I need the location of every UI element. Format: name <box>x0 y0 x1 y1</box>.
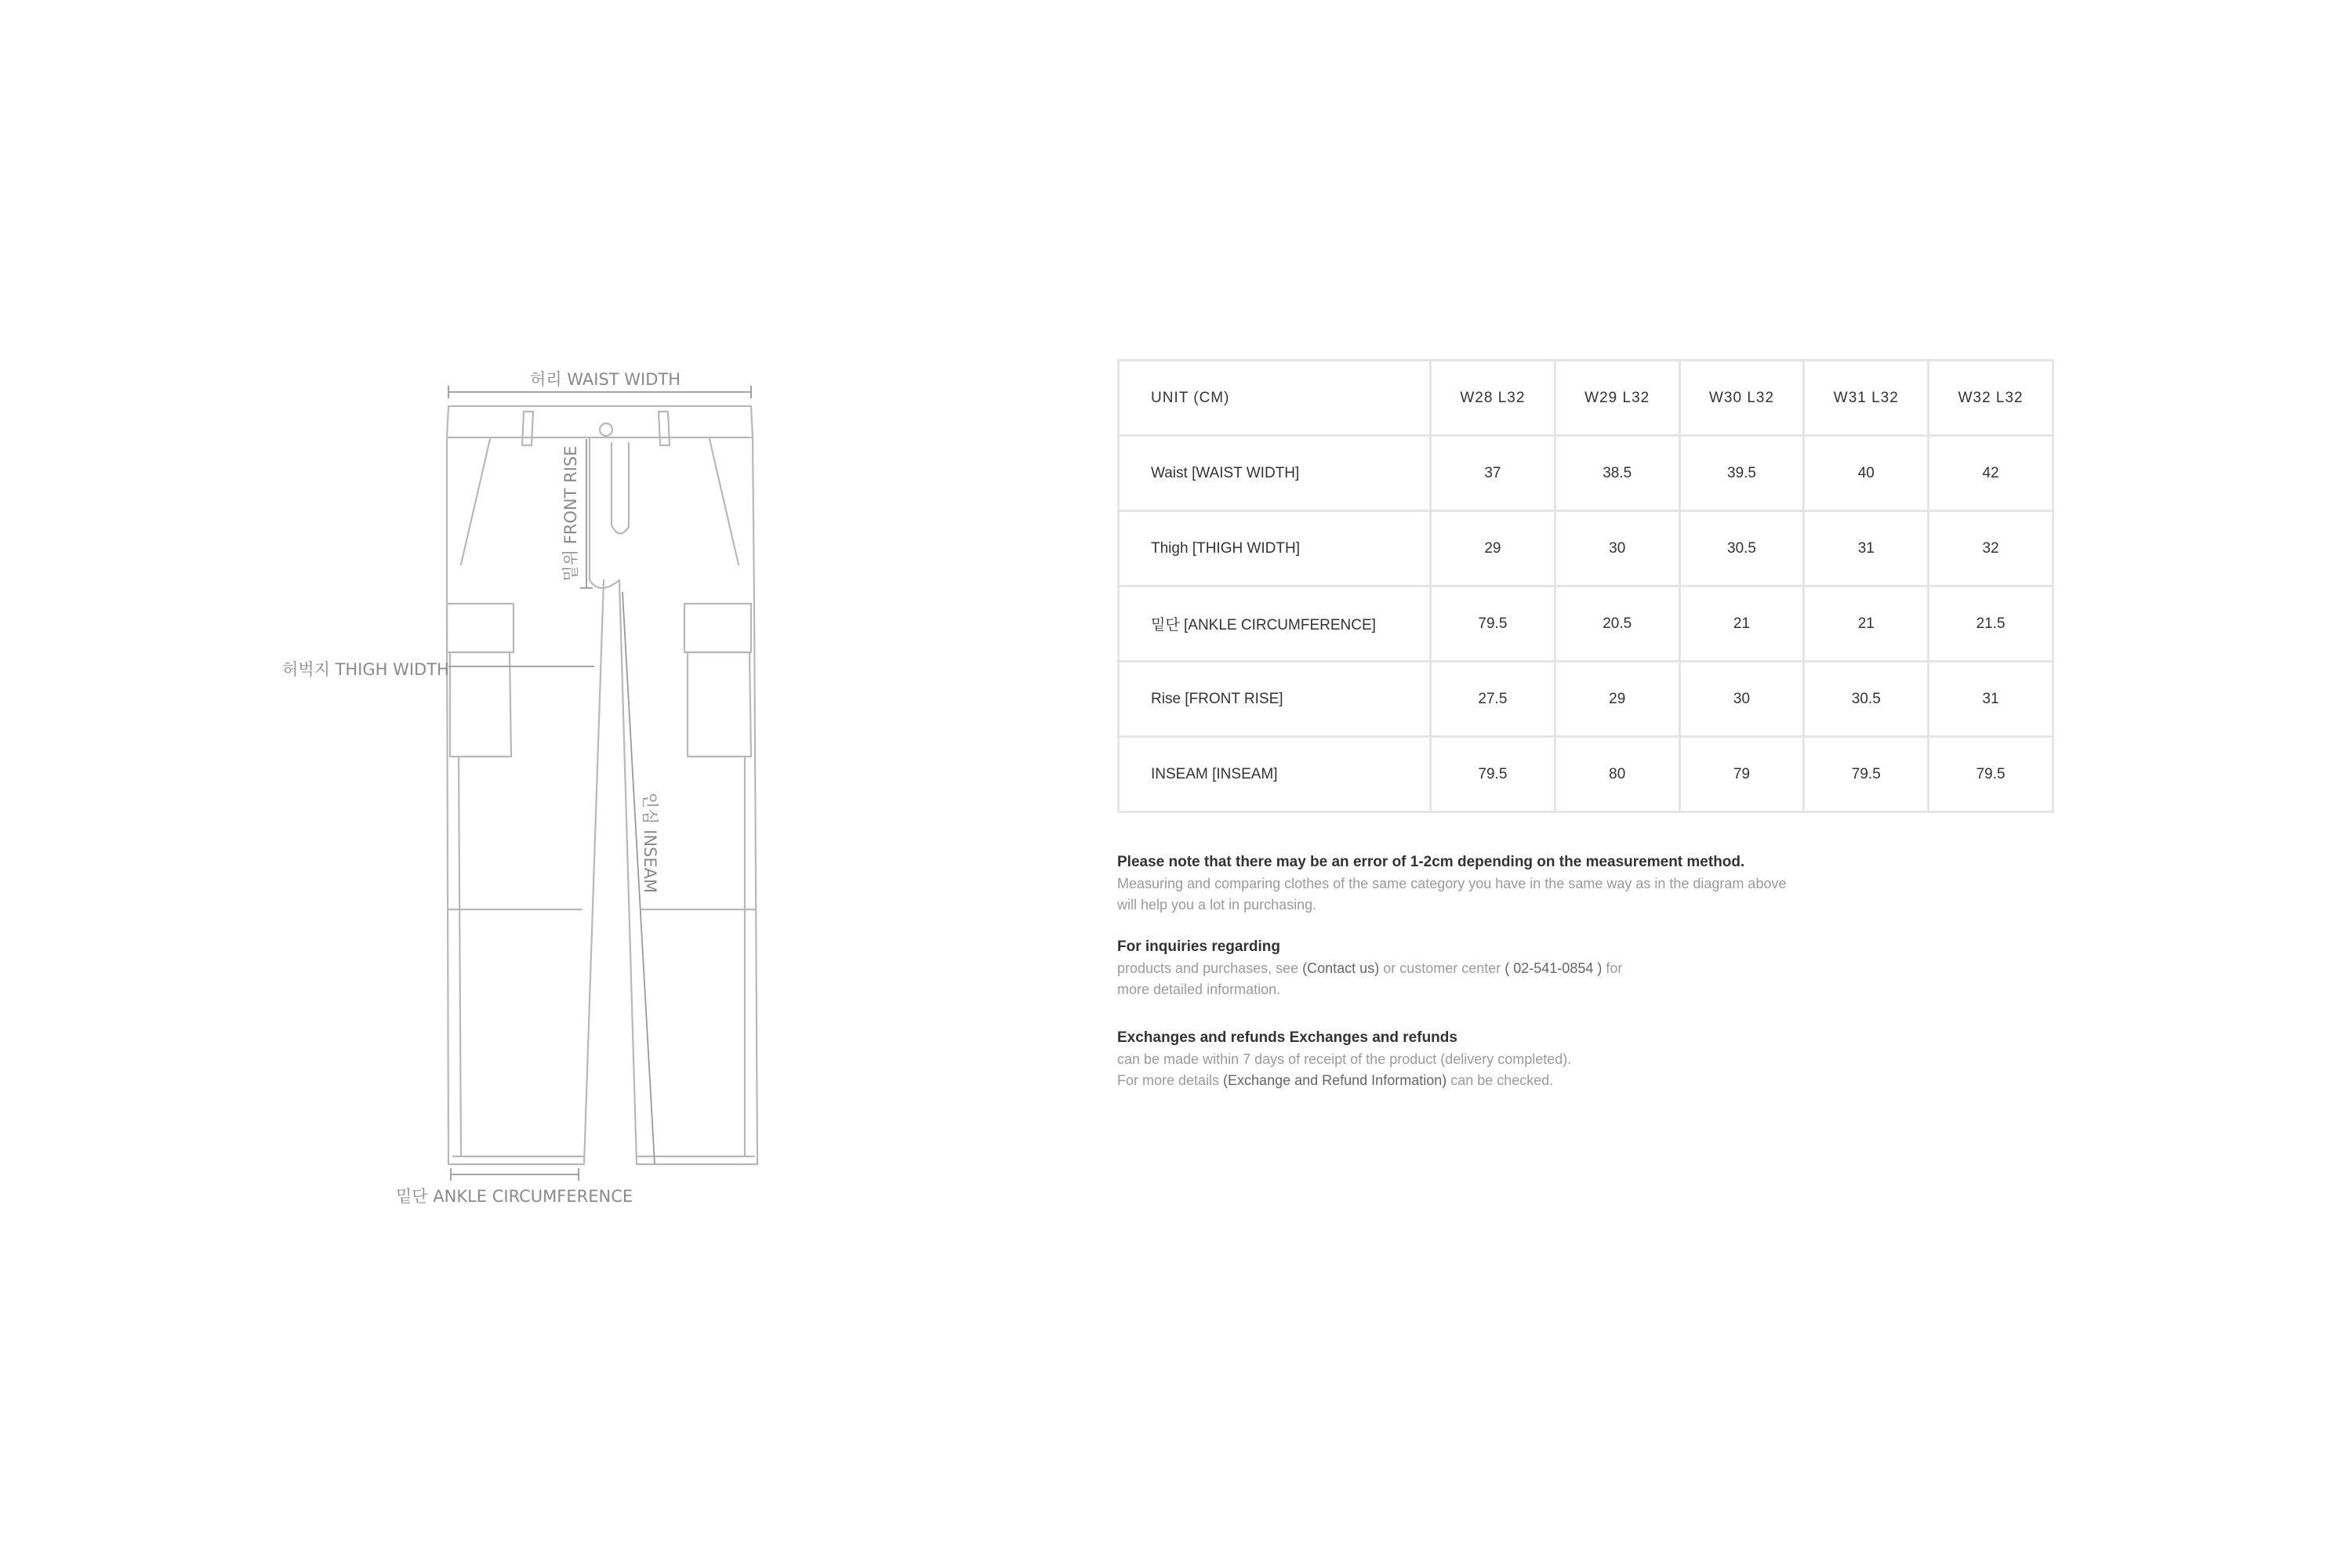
table-row <box>1119 586 2053 662</box>
table-cell: 29 <box>1431 511 1555 586</box>
table-cell: 31 <box>1804 511 1929 586</box>
row-label-cell: Rise [FRONT RISE] <box>1119 662 1431 737</box>
table-cell: 37 <box>1431 436 1555 511</box>
exchanges-note-line: can be made within 7 days of receipt of the product (delivery completed). <box>1117 1051 1572 1067</box>
table-cell: 21.5 <box>1929 586 2053 662</box>
exchanges-note <box>1117 1027 2058 1091</box>
table-cell: 42 <box>1929 436 2053 511</box>
table-header-cell: W31 L32 <box>1804 361 1929 436</box>
table-header-cell: UNIT (CM) <box>1119 361 1431 436</box>
inquiries-note-line: more detailed information. <box>1117 982 1281 997</box>
exchanges-text: For more details <box>1117 1073 1224 1088</box>
table-cell: 20.5 <box>1555 586 1679 662</box>
measurement-note-title: Please note that there may be an error of 1-2cm depending on the measurement method. <box>1117 854 1745 870</box>
table-cell: 38.5 <box>1555 436 1679 511</box>
table-cell: 27.5 <box>1431 662 1555 737</box>
measurement-note <box>1117 851 2058 916</box>
thigh-width-label: 허벅지 THIGH WIDTH <box>282 660 449 679</box>
contact-us-link[interactable]: (Contact us) <box>1302 960 1380 976</box>
table-header-cell: W29 L32 <box>1555 361 1679 436</box>
inquiries-note-title: For inquiries regarding <box>1117 938 1280 955</box>
exchanges-text: can be checked. <box>1446 1073 1554 1088</box>
size-notes <box>1117 851 2058 1109</box>
table-cell: 29 <box>1555 662 1679 737</box>
table-row <box>1119 662 2053 737</box>
pants-outline-illustration <box>0 0 941 1568</box>
table-cell: 79.5 <box>1929 737 2053 812</box>
table-cell: 79.5 <box>1431 737 1555 812</box>
inquiries-text: for <box>1602 960 1623 976</box>
table-cell: 30 <box>1555 511 1679 586</box>
table-cell: 79.5 <box>1431 586 1555 662</box>
exchange-refund-info-link[interactable]: (Exchange and Refund Information) <box>1223 1073 1447 1088</box>
table-row <box>1119 436 2053 511</box>
table-cell: 39.5 <box>1679 436 1804 511</box>
table-cell: 40 <box>1804 436 1929 511</box>
exchanges-note-line <box>1117 1070 2058 1091</box>
table-cell: 21 <box>1679 586 1804 662</box>
inquiries-note <box>1117 936 2058 1000</box>
table-cell: 21 <box>1804 586 1929 662</box>
table-header-row <box>1119 361 2053 436</box>
table-row <box>1119 511 2053 586</box>
table-cell: 30.5 <box>1679 511 1804 586</box>
inquiries-note-line <box>1117 958 2058 979</box>
size-chart-table <box>1117 359 2054 813</box>
inquiries-text: or customer center <box>1379 960 1505 976</box>
table-cell: 30.5 <box>1804 662 1929 737</box>
row-label-cell: Waist [WAIST WIDTH] <box>1119 436 1431 511</box>
table-cell: 80 <box>1555 737 1679 812</box>
exchanges-note-title: Exchanges and refunds Exchanges and refunds <box>1117 1029 1457 1046</box>
customer-center-phone: ( 02-541-0854 ) <box>1504 960 1602 976</box>
front-rise-label: 밑위 FRONT RISE <box>561 445 580 582</box>
table-cell: 32 <box>1929 511 2053 586</box>
row-label-cell: 밑단 [ANKLE CIRCUMFERENCE] <box>1119 586 1431 662</box>
row-label-cell: INSEAM [INSEAM] <box>1119 737 1431 812</box>
inquiries-text: products and purchases, see <box>1117 960 1303 976</box>
table-cell: 31 <box>1929 662 2053 737</box>
table-header-cell: W28 L32 <box>1431 361 1555 436</box>
waist-width-label: 허리 WAIST WIDTH <box>530 370 681 389</box>
table-row <box>1119 737 2053 812</box>
table-cell: 79.5 <box>1804 737 1929 812</box>
measurement-note-line: will help you a lot in purchasing. <box>1117 897 1317 913</box>
inseam-label: 인심 INSEAM <box>641 792 659 894</box>
table-header-cell: W30 L32 <box>1679 361 1804 436</box>
table-cell: 79 <box>1679 737 1804 812</box>
table-header-cell: W32 L32 <box>1929 361 2053 436</box>
measurement-note-line: Measuring and comparing clothes of the same category you have in the same way as in the diagram above <box>1117 876 1787 891</box>
ankle-circumference-label: 밑단 ANKLE CIRCUMFERENCE <box>396 1187 633 1206</box>
table-cell: 30 <box>1679 662 1804 737</box>
row-label-cell: Thigh [THIGH WIDTH] <box>1119 511 1431 586</box>
pants-size-diagram <box>0 0 941 1568</box>
